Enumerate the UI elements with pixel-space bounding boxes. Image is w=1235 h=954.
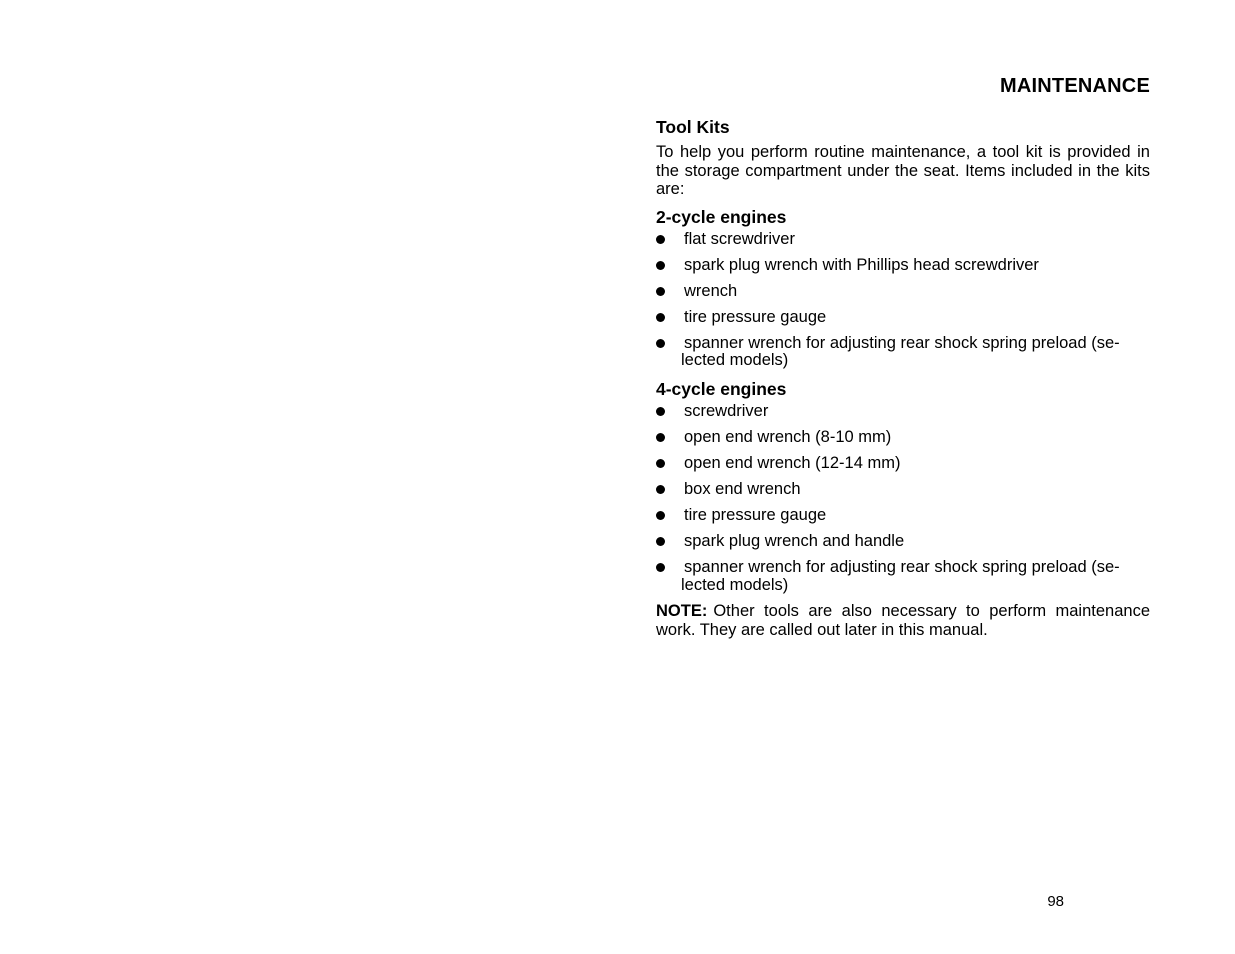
list-item: open end wrench (12-14 mm)	[656, 455, 1150, 473]
list-item: wrench	[656, 283, 1150, 301]
list-item: box end wrench	[656, 481, 1150, 499]
list-item: spark plug wrench and handle	[656, 533, 1150, 551]
list-item: spark plug wrench with Phillips head screwdriver	[656, 257, 1150, 275]
page-column	[656, 0, 1150, 954]
bullet-icon	[656, 511, 665, 520]
note-text: Other tools are also necessary to perform maintenance work. They are called out later in this manual.	[656, 601, 1150, 639]
four-cycle-list	[656, 403, 1150, 594]
page-number: 98	[1047, 893, 1064, 910]
list-item: spanner wrench for adjusting rear shock spring preload (se- lected models)	[656, 335, 1150, 370]
bullet-icon	[656, 287, 665, 296]
bullet-icon	[656, 407, 665, 416]
bullet-icon	[656, 235, 665, 244]
section-title: MAINTENANCE	[1000, 75, 1150, 97]
bullet-icon	[656, 459, 665, 468]
list-item: screwdriver	[656, 403, 1150, 421]
bullet-icon	[656, 563, 665, 572]
four-cycle-heading: 4-cycle engines	[656, 379, 787, 399]
tool-kits-heading: Tool Kits	[656, 117, 730, 137]
tool-kits-intro: To help you perform routine maintenance, a tool kit is provided in the storage compartment under the seat. Items included in the kits are:	[656, 143, 1150, 198]
list-item: tire pressure gauge	[656, 507, 1150, 525]
bullet-icon	[656, 433, 665, 442]
note-paragraph	[656, 602, 1150, 640]
bullet-icon	[656, 313, 665, 322]
bullet-icon	[656, 261, 665, 270]
list-item: flat screwdriver	[656, 231, 1150, 249]
tool-kits-section	[656, 116, 1150, 640]
bullet-icon	[656, 339, 665, 348]
list-item: spanner wrench for adjusting rear shock spring preload (se- lected models)	[656, 559, 1150, 594]
two-cycle-heading: 2-cycle engines	[656, 206, 787, 227]
two-cycle-list	[656, 231, 1150, 370]
list-item: open end wrench (8-10 mm)	[656, 429, 1150, 447]
bullet-icon	[656, 485, 665, 494]
bullet-icon	[656, 537, 665, 546]
note-label: NOTE:	[656, 601, 708, 620]
list-item: tire pressure gauge	[656, 309, 1150, 327]
